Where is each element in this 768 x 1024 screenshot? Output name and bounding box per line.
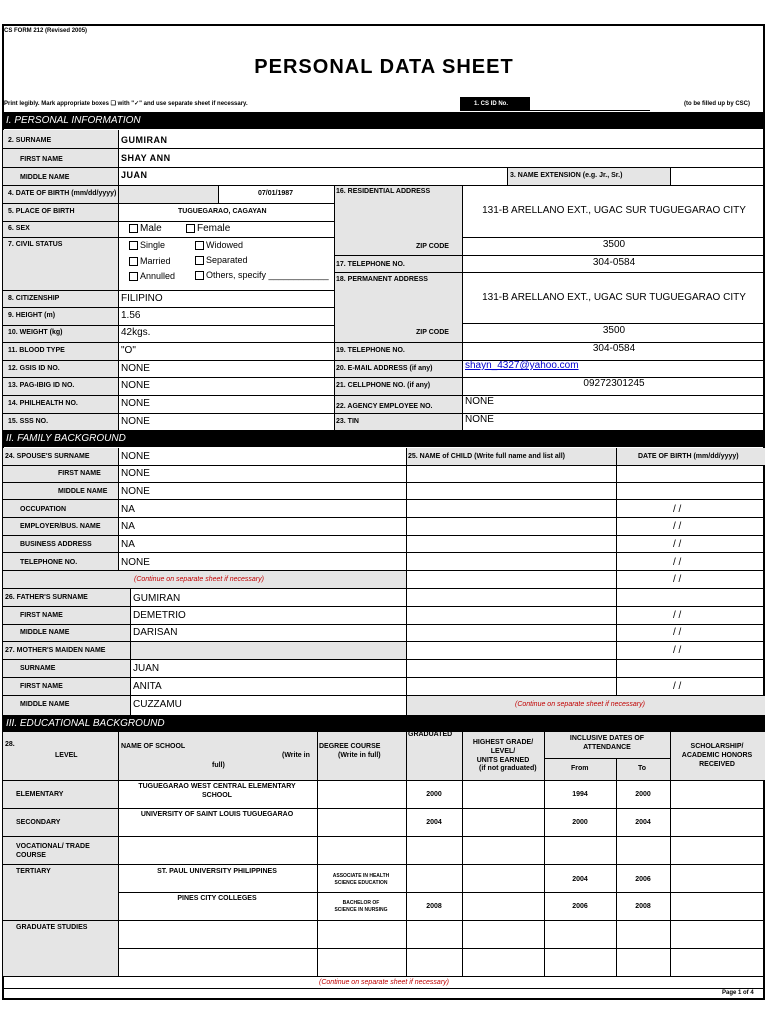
- instruction-text: Print legibly. Mark appropriate boxes ❑ with "✓" and use separate sheet if necessary.: [4, 101, 248, 107]
- edu-to-tertiary-2[interactable]: 2008: [635, 903, 651, 910]
- value-spouse-middle[interactable]: NONE: [121, 486, 150, 497]
- value-middle-name[interactable]: JUAN: [121, 170, 148, 180]
- label-weight: 10. WEIGHT (kg): [8, 329, 63, 336]
- edu-header-inclusive: INCLUSIVE DATES OF ATTENDANCE: [569, 735, 645, 751]
- value-agency-no[interactable]: NONE: [465, 396, 494, 407]
- edu-level-graduate: GRADUATE STUDIES: [16, 924, 88, 931]
- edu-header-degree-sub: (Write in full): [338, 752, 381, 759]
- edu-school-tertiary-1[interactable]: ST. PAUL UNIVERSITY PHILIPPINES: [157, 868, 277, 875]
- value-father-surname[interactable]: GUMIRAN: [133, 593, 181, 604]
- child-dob-slashes: / /: [673, 610, 682, 621]
- label-res-address: 16. RESIDENTIAL ADDRESS: [336, 188, 431, 195]
- edu-header-scholarship: SCHOLARSHIP/ ACADEMIC HONORS RECEIVED: [681, 743, 753, 768]
- edu-header-school: NAME OF SCHOOL: [121, 743, 186, 750]
- edu-header-from: From: [571, 765, 589, 772]
- label-telephone: TELEPHONE NO.: [20, 559, 78, 566]
- edu-school-elementary[interactable]: TUGUEGARAO WEST CENTRAL ELEMENTARY SCHOOL: [138, 783, 296, 799]
- child-dob-slashes: / /: [673, 627, 682, 638]
- edu-to-tertiary-1[interactable]: 2006: [635, 876, 651, 883]
- edu-to-elementary[interactable]: 2000: [635, 791, 651, 798]
- edu-header-write-in: (Write in: [282, 752, 310, 759]
- edu-from-tertiary-2[interactable]: 2006: [572, 903, 588, 910]
- divider: [530, 110, 650, 111]
- label-height: 9. HEIGHT (m): [8, 312, 56, 319]
- label-perm-address: 18. PERMANENT ADDRESS: [336, 276, 428, 283]
- child-dob-slashes: / /: [673, 557, 682, 568]
- sex-option-female[interactable]: Female: [186, 224, 230, 234]
- civil-option-annulled[interactable]: Annulled: [129, 272, 175, 281]
- value-pagibig[interactable]: NONE: [121, 380, 150, 391]
- edu-level-tertiary: TERTIARY: [16, 868, 51, 875]
- child-dob-slashes: / /: [673, 521, 682, 532]
- edu-graduated-elementary[interactable]: 2000: [426, 791, 442, 798]
- label-child-dob: DATE OF BIRTH (mm/dd/yyyy): [638, 453, 739, 460]
- page-number: Page 1 of 4: [722, 990, 754, 996]
- label-blood-type: 11. BLOOD TYPE: [8, 347, 65, 354]
- label-spouse-middle: MIDDLE NAME: [58, 488, 108, 495]
- label-pob: 5. PLACE OF BIRTH: [8, 208, 75, 215]
- label-middle-name: MIDDLE NAME: [20, 174, 70, 181]
- label-sss: 15. SSS NO.: [8, 418, 49, 425]
- label-mother-surname: SURNAME: [20, 665, 56, 672]
- checkbox-icon: [186, 224, 195, 233]
- child-dob-slashes: / /: [673, 539, 682, 550]
- value-tel2[interactable]: 304-0584: [592, 343, 636, 354]
- continue-note-education: (Continue on separate sheet if necessary): [319, 979, 449, 986]
- edu-school-tertiary-2[interactable]: PINES CITY COLLEGES: [177, 895, 257, 902]
- continue-note-children: (Continue on separate sheet if necessary): [515, 701, 645, 708]
- value-mother-surname[interactable]: JUAN: [133, 663, 160, 674]
- value-perm-address[interactable]: 131-B ARELLANO EXT., UGAC SUR TUGUEGARAO CITY: [482, 292, 746, 303]
- value-pob[interactable]: TUGUEGARAO, CAGAYAN: [178, 208, 267, 215]
- edu-level-elementary: ELEMENTARY: [16, 791, 64, 798]
- value-citizenship[interactable]: FILIPINO: [121, 293, 163, 304]
- section-family-header: II. FAMILY BACKGROUND: [2, 430, 765, 447]
- value-gsis[interactable]: NONE: [121, 363, 150, 374]
- civil-option-separated[interactable]: Separated: [195, 256, 248, 265]
- label-father-first: FIRST NAME: [20, 612, 63, 619]
- label-dob: 4. DATE OF BIRTH (mm/dd/yyyy): [8, 190, 117, 197]
- label-tin: 23. TIN: [336, 418, 359, 425]
- label-children: 25. NAME of CHILD (Write full name and list all): [408, 453, 565, 460]
- label-business-address: BUSINESS ADDRESS: [20, 541, 92, 548]
- cs-fill-note: (to be filled up by CSC): [684, 101, 750, 107]
- edu-header-num: 28.: [5, 741, 15, 748]
- value-mother-first[interactable]: ANITA: [133, 681, 162, 692]
- cs-id-label: 1. CS ID No.: [474, 101, 509, 107]
- value-blood-type[interactable]: "O": [121, 345, 136, 356]
- value-business-address[interactable]: NA: [121, 539, 135, 550]
- label-father-surname: 26. FATHER'S SURNAME: [5, 594, 88, 601]
- value-philhealth[interactable]: NONE: [121, 398, 150, 409]
- edu-level-secondary: SECONDARY: [16, 819, 61, 826]
- label-pagibig: 13. PAG-IBIG ID NO.: [8, 382, 75, 389]
- civil-option-married[interactable]: Married: [129, 257, 171, 266]
- edu-to-secondary[interactable]: 2004: [635, 819, 651, 826]
- value-employer[interactable]: NA: [121, 521, 135, 532]
- edu-degree-tertiary-2[interactable]: BACHELOR OF SCIENCE IN NURSING: [334, 900, 388, 913]
- value-spouse-surname[interactable]: NONE: [121, 451, 150, 462]
- value-res-address[interactable]: 131-B ARELLANO EXT., UGAC SUR TUGUEGARAO CITY: [482, 205, 746, 216]
- form-number: CS FORM 212 (Revised 2005): [4, 28, 88, 34]
- sex-option-male[interactable]: Male: [129, 224, 162, 234]
- child-dob-slashes: / /: [673, 645, 682, 656]
- child-dob-slashes: / /: [673, 574, 682, 585]
- label-civil-status: 7. CIVIL STATUS: [8, 241, 63, 248]
- value-sss[interactable]: NONE: [121, 416, 150, 427]
- education-level-column: [3, 780, 119, 976]
- edu-header-degree: DEGREE COURSE: [319, 743, 381, 750]
- value-height[interactable]: 1.56: [121, 310, 141, 321]
- label-occupation: OCCUPATION: [20, 506, 67, 513]
- edu-degree-tertiary-1[interactable]: ASSOCIATE IN HEALTH SCIENCE EDUCATION: [332, 873, 390, 886]
- section-personal-header: I. PERSONAL INFORMATION: [2, 112, 765, 129]
- value-tel1[interactable]: 304-0584: [592, 257, 636, 268]
- checkbox-icon: [195, 271, 204, 280]
- civil-option-widowed[interactable]: Widowed: [195, 241, 243, 250]
- label-agency-no: 22. AGENCY EMPLOYEE NO.: [336, 403, 433, 410]
- value-first-name[interactable]: SHAY ANN: [121, 153, 171, 163]
- label-father-middle: MIDDLE NAME: [20, 629, 70, 636]
- value-zip2[interactable]: 3500: [602, 325, 626, 336]
- label-philhealth: 14. PHILHEALTH NO.: [8, 400, 78, 407]
- edu-header-level: LEVEL: [55, 752, 78, 759]
- label-zip1: ZIP CODE: [416, 243, 449, 250]
- value-telephone[interactable]: NONE: [121, 557, 150, 568]
- value-email-link[interactable]: shayn_4327@yahoo.com: [465, 360, 579, 371]
- continue-note-family: (Continue on separate sheet if necessary): [134, 576, 264, 583]
- value-father-middle[interactable]: DARISAN: [133, 627, 178, 638]
- label-citizenship: 8. CITIZENSHIP: [8, 295, 60, 302]
- value-zip1[interactable]: 3500: [602, 239, 626, 250]
- edu-from-tertiary-1[interactable]: 2004: [572, 876, 588, 883]
- checkbox-icon: [195, 256, 204, 265]
- label-employer: EMPLOYER/BUS. NAME: [20, 523, 101, 530]
- value-mother-middle[interactable]: CUZZAMU: [133, 699, 182, 710]
- edu-level-vocational: VOCATIONAL/ TRADE COURSE: [16, 843, 90, 859]
- edu-header-graduated: GRADUATED: [408, 731, 453, 738]
- value-father-first[interactable]: DEMETRIO: [133, 610, 186, 621]
- edu-from-elementary[interactable]: 1994: [572, 791, 588, 798]
- civil-option-single[interactable]: Single: [129, 241, 165, 250]
- label-cellphone: 21. CELLPHONE NO. (if any): [336, 382, 431, 389]
- label-sex: 6. SEX: [8, 225, 30, 232]
- value-dob[interactable]: 07/01/1987: [258, 190, 294, 197]
- value-cellphone[interactable]: 09272301245: [583, 378, 645, 389]
- edu-header-not-graduated: (if not graduated): [479, 765, 537, 772]
- edu-school-secondary[interactable]: UNIVERSITY OF SAINT LOUIS TUGUEGARAO: [140, 811, 294, 818]
- value-tin[interactable]: NONE: [465, 414, 494, 425]
- checkbox-icon: [129, 241, 138, 250]
- civil-option-others[interactable]: Others, specify ____________: [195, 271, 329, 280]
- edu-header-highest: HIGHEST GRADE/ LEVEL/ UNITS EARNED: [472, 739, 534, 764]
- edu-graduated-secondary[interactable]: 2004: [426, 819, 442, 826]
- checkbox-icon: [129, 272, 138, 281]
- label-surname: 2. SURNAME: [8, 137, 52, 144]
- section-education-header: III. EDUCATIONAL BACKGROUND: [2, 715, 765, 732]
- child-dob-slashes: / /: [673, 504, 682, 515]
- label-mother-first: FIRST NAME: [20, 683, 63, 690]
- checkbox-icon: [129, 224, 138, 233]
- checkbox-icon: [129, 257, 138, 266]
- label-email: 20. E-MAIL ADDRESS (if any): [336, 365, 433, 372]
- label-column-right: [334, 186, 462, 430]
- label-gsis: 12. GSIS ID NO.: [8, 365, 60, 372]
- edu-header-full: full): [212, 762, 225, 769]
- label-tel2: 19. TELEPHONE NO.: [336, 347, 405, 354]
- edu-header-to: To: [638, 765, 647, 772]
- value-spouse-first[interactable]: NONE: [121, 468, 150, 479]
- edu-from-secondary[interactable]: 2000: [572, 819, 588, 826]
- label-mother-maiden: 27. MOTHER'S MAIDEN NAME: [5, 647, 106, 654]
- page-title: PERSONAL DATA SHEET: [254, 56, 514, 78]
- label-spouse-surname: 24. SPOUSE'S SURNAME: [5, 453, 90, 460]
- value-weight[interactable]: 42kgs.: [121, 327, 151, 338]
- child-dob-slashes: / /: [673, 681, 682, 692]
- value-occupation[interactable]: NA: [121, 504, 135, 515]
- label-tel1: 17. TELEPHONE NO.: [336, 261, 405, 268]
- edu-graduated-tertiary-2[interactable]: 2008: [426, 903, 442, 910]
- value-surname[interactable]: GUMIRAN: [121, 135, 168, 145]
- label-first-name: FIRST NAME: [20, 156, 63, 163]
- label-mother-middle: MIDDLE NAME: [20, 701, 70, 708]
- label-spouse-first: FIRST NAME: [58, 470, 101, 477]
- checkbox-icon: [195, 241, 204, 250]
- label-zip2: ZIP CODE: [416, 329, 449, 336]
- label-name-ext: 3. NAME EXTENSION (e.g. Jr., Sr.): [510, 172, 623, 179]
